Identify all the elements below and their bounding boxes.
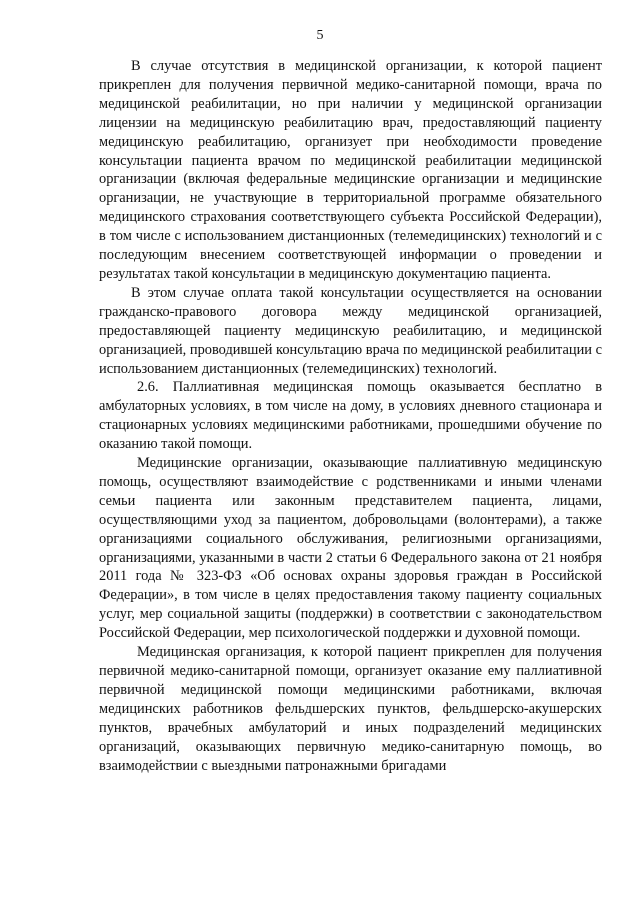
paragraph-primary-palliative-care: Медицинская организация, к которой пациент прикреплен для получения первичной медико-санитарной помощи, организует оказание ему паллиативной первичной медицинской помощи медицинскими работниками, включая медицинских работников фельдшерских пунктов, фельдшерско-акушерских пунктов, врачебных амбулаторий и иных подразделений медицинских организаций, оказывающих первичную медико-санитарную помощь, во взаимодействии с выездными патронажными бригадами (99, 644, 602, 774)
paragraph-palliative-interaction: Медицинские организации, оказывающие паллиативную медицинскую помощь, осуществляют взаимодействие с родственниками и иными членами семьи пациента или законным представителем пациента, лицами, осуществляющими уход за пациентом, добровольцами (волонтерами), а также организациями социального обслуживания, религиозными организациями, организациями, указанными в части 2 статьи 6 Федерального закона от 21 ноября 2011 года № 323-ФЗ «Об основах охраны здоровья граждан в Российской Федерации», в том числе в целях предоставления такому пациенту социальных услуг, мер социальной защиты (поддержки) в соответствии с законодательством Российской Федерации, мер психологической поддержки и духовной помощи. (99, 455, 602, 642)
paragraph-telemedicine-consultation: В случае отсутствия в медицинской организации, к которой пациент прикреплен для получения первичной медико-санитарной помощи, врача по медицинской реабилитации, но при наличии у медицинской организации лицензии на медицинскую реабилитацию врач, предоставляющий пациенту медицинскую реабилитацию, организует при необходимости проведение консультации пациента врачом по медицинской реабилитации медицинской организации (включая федеральные медицинские организации и медицинские организации, не участвующие в территориальной программе обязательного медицинского страхования соответствующего субъекта Российской Федерации), в том числе с использованием дистанционных (телемедицинских) технологий и с последующим внесением соответствующей информации о проведении и результатах такой консультации в медицинскую документацию пациента. (99, 58, 602, 282)
document-body (99, 57, 602, 775)
paragraph-section-2-6: 2.6. Паллиативная медицинская помощь оказывается бесплатно в амбулаторных условиях, в том числе на дому, в условиях дневного стационара и стационарных условиях медицинскими работниками, прошедшими обучение по оказанию такой помощи. (99, 379, 602, 453)
paragraph-consultation-payment: В этом случае оплата такой консультации осуществляется на основании гражданско-правового договора между медицинской организацией, предоставляющей пациенту медицинскую реабилитацию, и медицинской организацией, проводившей консультацию врача по медицинской реабилитации с использованием дистанционных (телемедицинских) технологий. (99, 284, 602, 377)
page-number: 5 (316, 28, 324, 43)
